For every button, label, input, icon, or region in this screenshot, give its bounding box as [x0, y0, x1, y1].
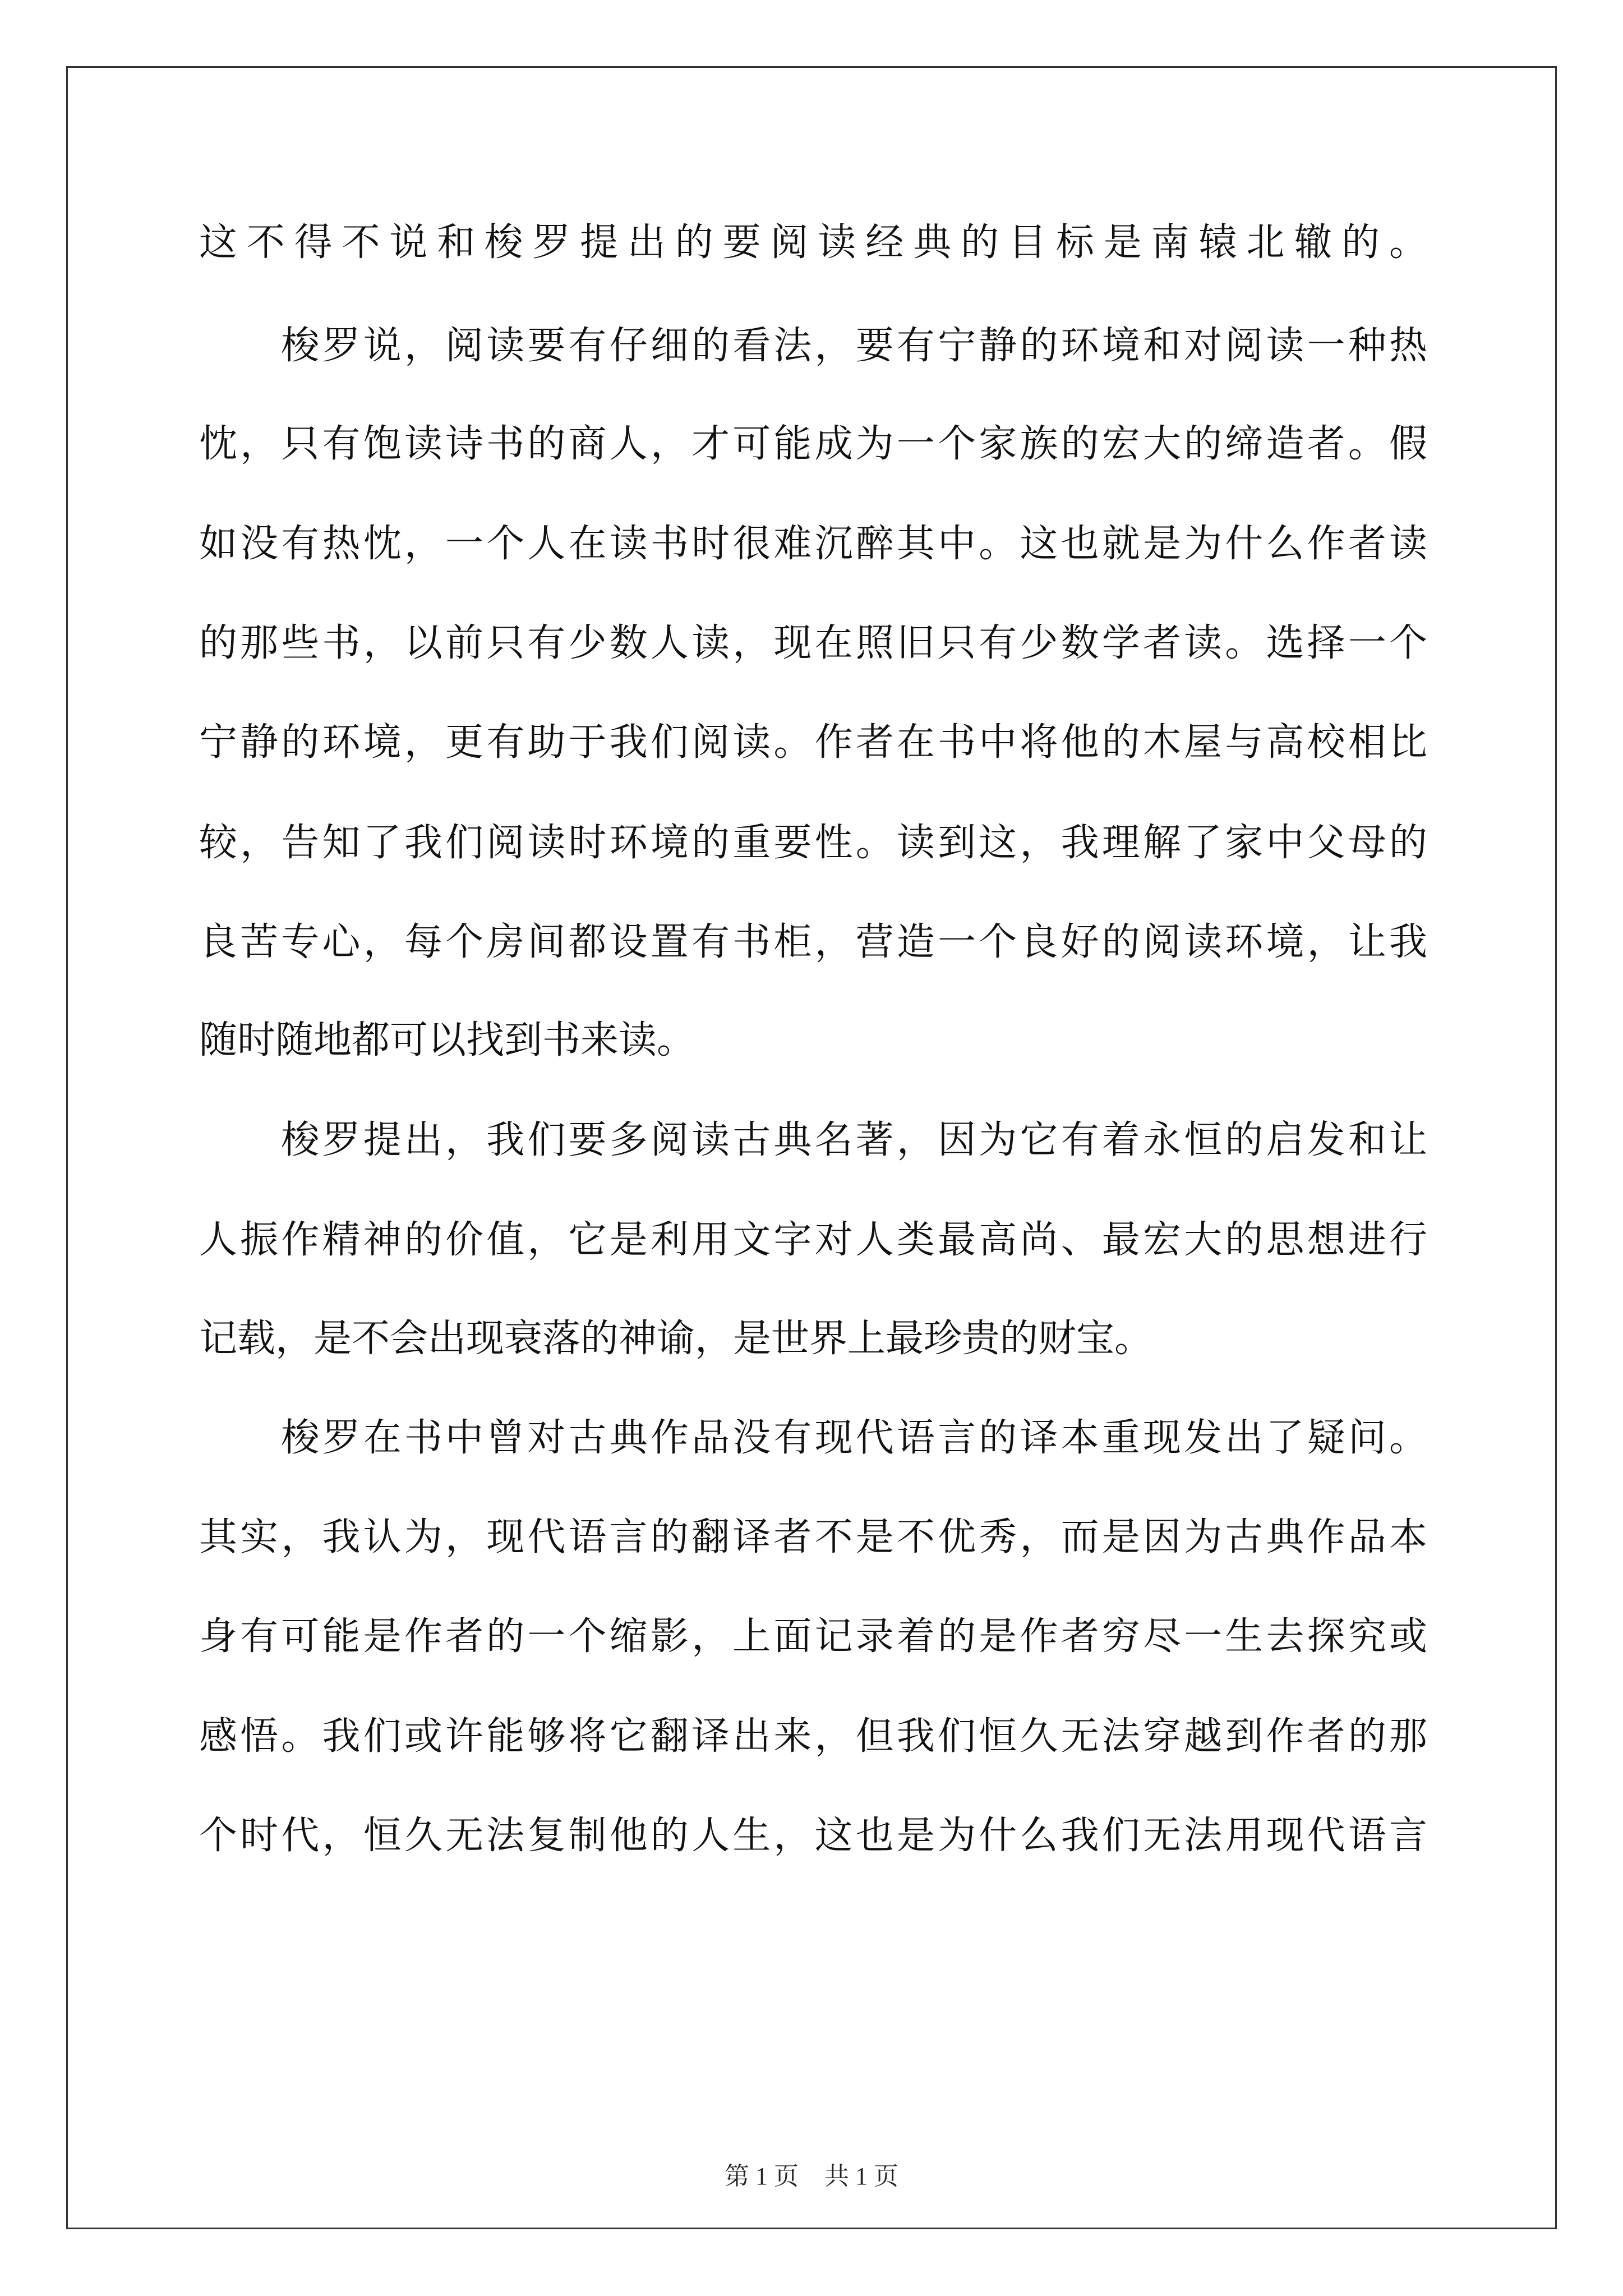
page-number: 第 1 页: [725, 2162, 799, 2190]
text-line: 忱，只有饱读诗书的商人，才可能成为一个家族的宏大的缔造者。假: [199, 422, 1427, 466]
text-line: 人振作精神的价值，它是利用文字对人类最高尚、最宏大的思想进行: [199, 1218, 1427, 1262]
text-line: 的那些书，以前只有少数人读，现在照旧只有少数学者读。选择一个: [199, 621, 1427, 665]
text-line: 记载，是不会出现衰落的神谕，是世界上最珍贵的财宝。: [199, 1317, 1153, 1361]
page-footer: [0, 2160, 1623, 2193]
text-line: 其实，我认为，现代语言的翻译者不是不优秀，而是因为古典作品本: [199, 1515, 1427, 1559]
text-line: 如没有热忱，一个人在读书时很难沉醉其中。这也就是为什么作者读: [199, 522, 1427, 566]
text-line: 身有可能是作者的一个缩影，上面记录着的是作者穷尽一生去探究或: [199, 1614, 1427, 1659]
text-line: 梭罗提出，我们要多阅读古典名著，因为它有着永恒的启发和让: [199, 1118, 1427, 1162]
text-line: 个时代，恒久无法复制他的人生，这也是为什么我们无法用现代语言: [199, 1814, 1427, 1858]
text-line: 这不得不说和梭罗提出的要阅读经典的目标是南辕北辙的。: [199, 220, 1427, 265]
text-line: 梭罗在书中曾对古典作品没有现代语言的译本重现发出了疑问。: [199, 1416, 1427, 1460]
text-line: 感悟。我们或许能够将它翻译出来，但我们恒久无法穿越到作者的那: [199, 1714, 1427, 1759]
text-line: 较，告知了我们阅读时环境的重要性。读到这，我理解了家中父母的: [199, 821, 1427, 865]
text-line: 随时随地都可以找到书来读。: [199, 1018, 695, 1062]
page-total: 共 1 页: [824, 2162, 898, 2190]
text-line: 良苦专心，每个房间都设置有书柜，营造一个良好的阅读环境，让我: [199, 920, 1427, 964]
text-line: 宁静的环境，更有助于我们阅读。作者在书中将他的木屋与高校相比: [199, 720, 1427, 765]
text-line: 梭罗说，阅读要有仔细的看法，要有宁静的环境和对阅读一种热: [199, 324, 1427, 368]
